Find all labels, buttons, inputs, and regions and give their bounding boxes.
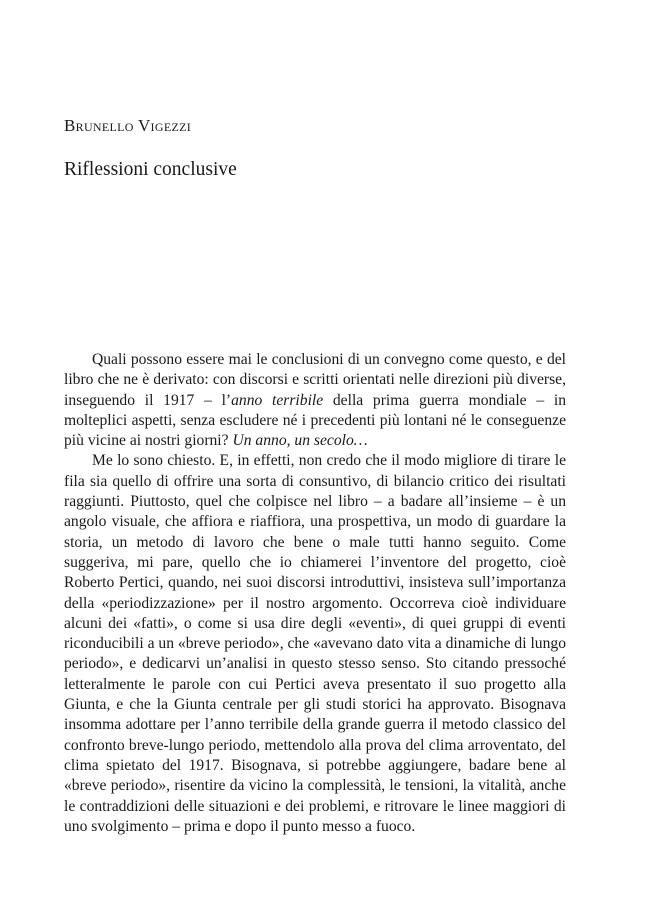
text-run: Quali possono essere mai le conclusioni di un convegno come questo, e del libro che ne è derivato: con discorsi e scritti orientati nelle direzioni più diverse, inseguendo il 1917 – l’ xyxy=(64,351,566,409)
text-run: Me lo sono chiesto. E, in effetti, non credo che il modo migliore di tirare le fila sia quello di offrire una sorta di consuntivo, di bilancio critico dei risultati raggiunti. Piuttosto, quel che colpisce nel libro – a badare all’insieme – è un angolo visuale, che affiora e riaffiora, una prospettiva, un modo di guardare la storia, un metodo di lavoro che bene o male tutti hanno seguito. Come suggeriva, mi pare, quello che io chiamerei l’inventore del progetto, cioè Roberto Pertici, quando, nei suoi discorsi introduttivi, insisteva sull’importanza della «periodizzazione» per il nostro argomento. Occorreva cioè individuare alcuni dei «fatti», o come si usa dire degli «eventi», di quei gruppi di eventi riconducibili a un «breve periodo», che «avevano dato vita a dinamiche di lungo periodo», e dedicarvi un’analisi in questo stesso senso. Sto citando pressoché letteralmente le parole con cui Pertici aveva presentato il suo progetto alla Giunta, e che la Giunta centrale per gli studi storici ha approvato. Bisognava insomma adottare per l’anno terribile della grande guerra il metodo classico del confronto breve-lungo periodo, mettendolo alla prova del clima arroventato, del clima spietato del 1917. Bisognava, si potrebbe aggiungere, badare bene al «breve periodo», risentire da vicino la complessità, le tensioni, la vitalità, anche le contraddizioni delle situazioni e dei problemi, e ritrovare le linee maggiori di uno svolgimento – prima e dopo il punto messo a fuoco. xyxy=(64,452,566,835)
chapter-title: Riflessioni conclusive xyxy=(64,159,237,180)
paragraph-1 xyxy=(64,350,566,451)
paragraph-2 xyxy=(64,451,566,837)
body-text xyxy=(64,350,566,837)
text-run: della prima guerra mondiale – in molteplici aspetti, senza escludere né i precedenti più lontani né le conseguenze più vicine ai nostri giorni? xyxy=(64,391,566,450)
italic-text-run: Un anno, un secolo… xyxy=(232,432,368,450)
author-name: Brunello Vigezzi xyxy=(64,116,191,135)
italic-text-run: anno terribile xyxy=(231,391,324,409)
